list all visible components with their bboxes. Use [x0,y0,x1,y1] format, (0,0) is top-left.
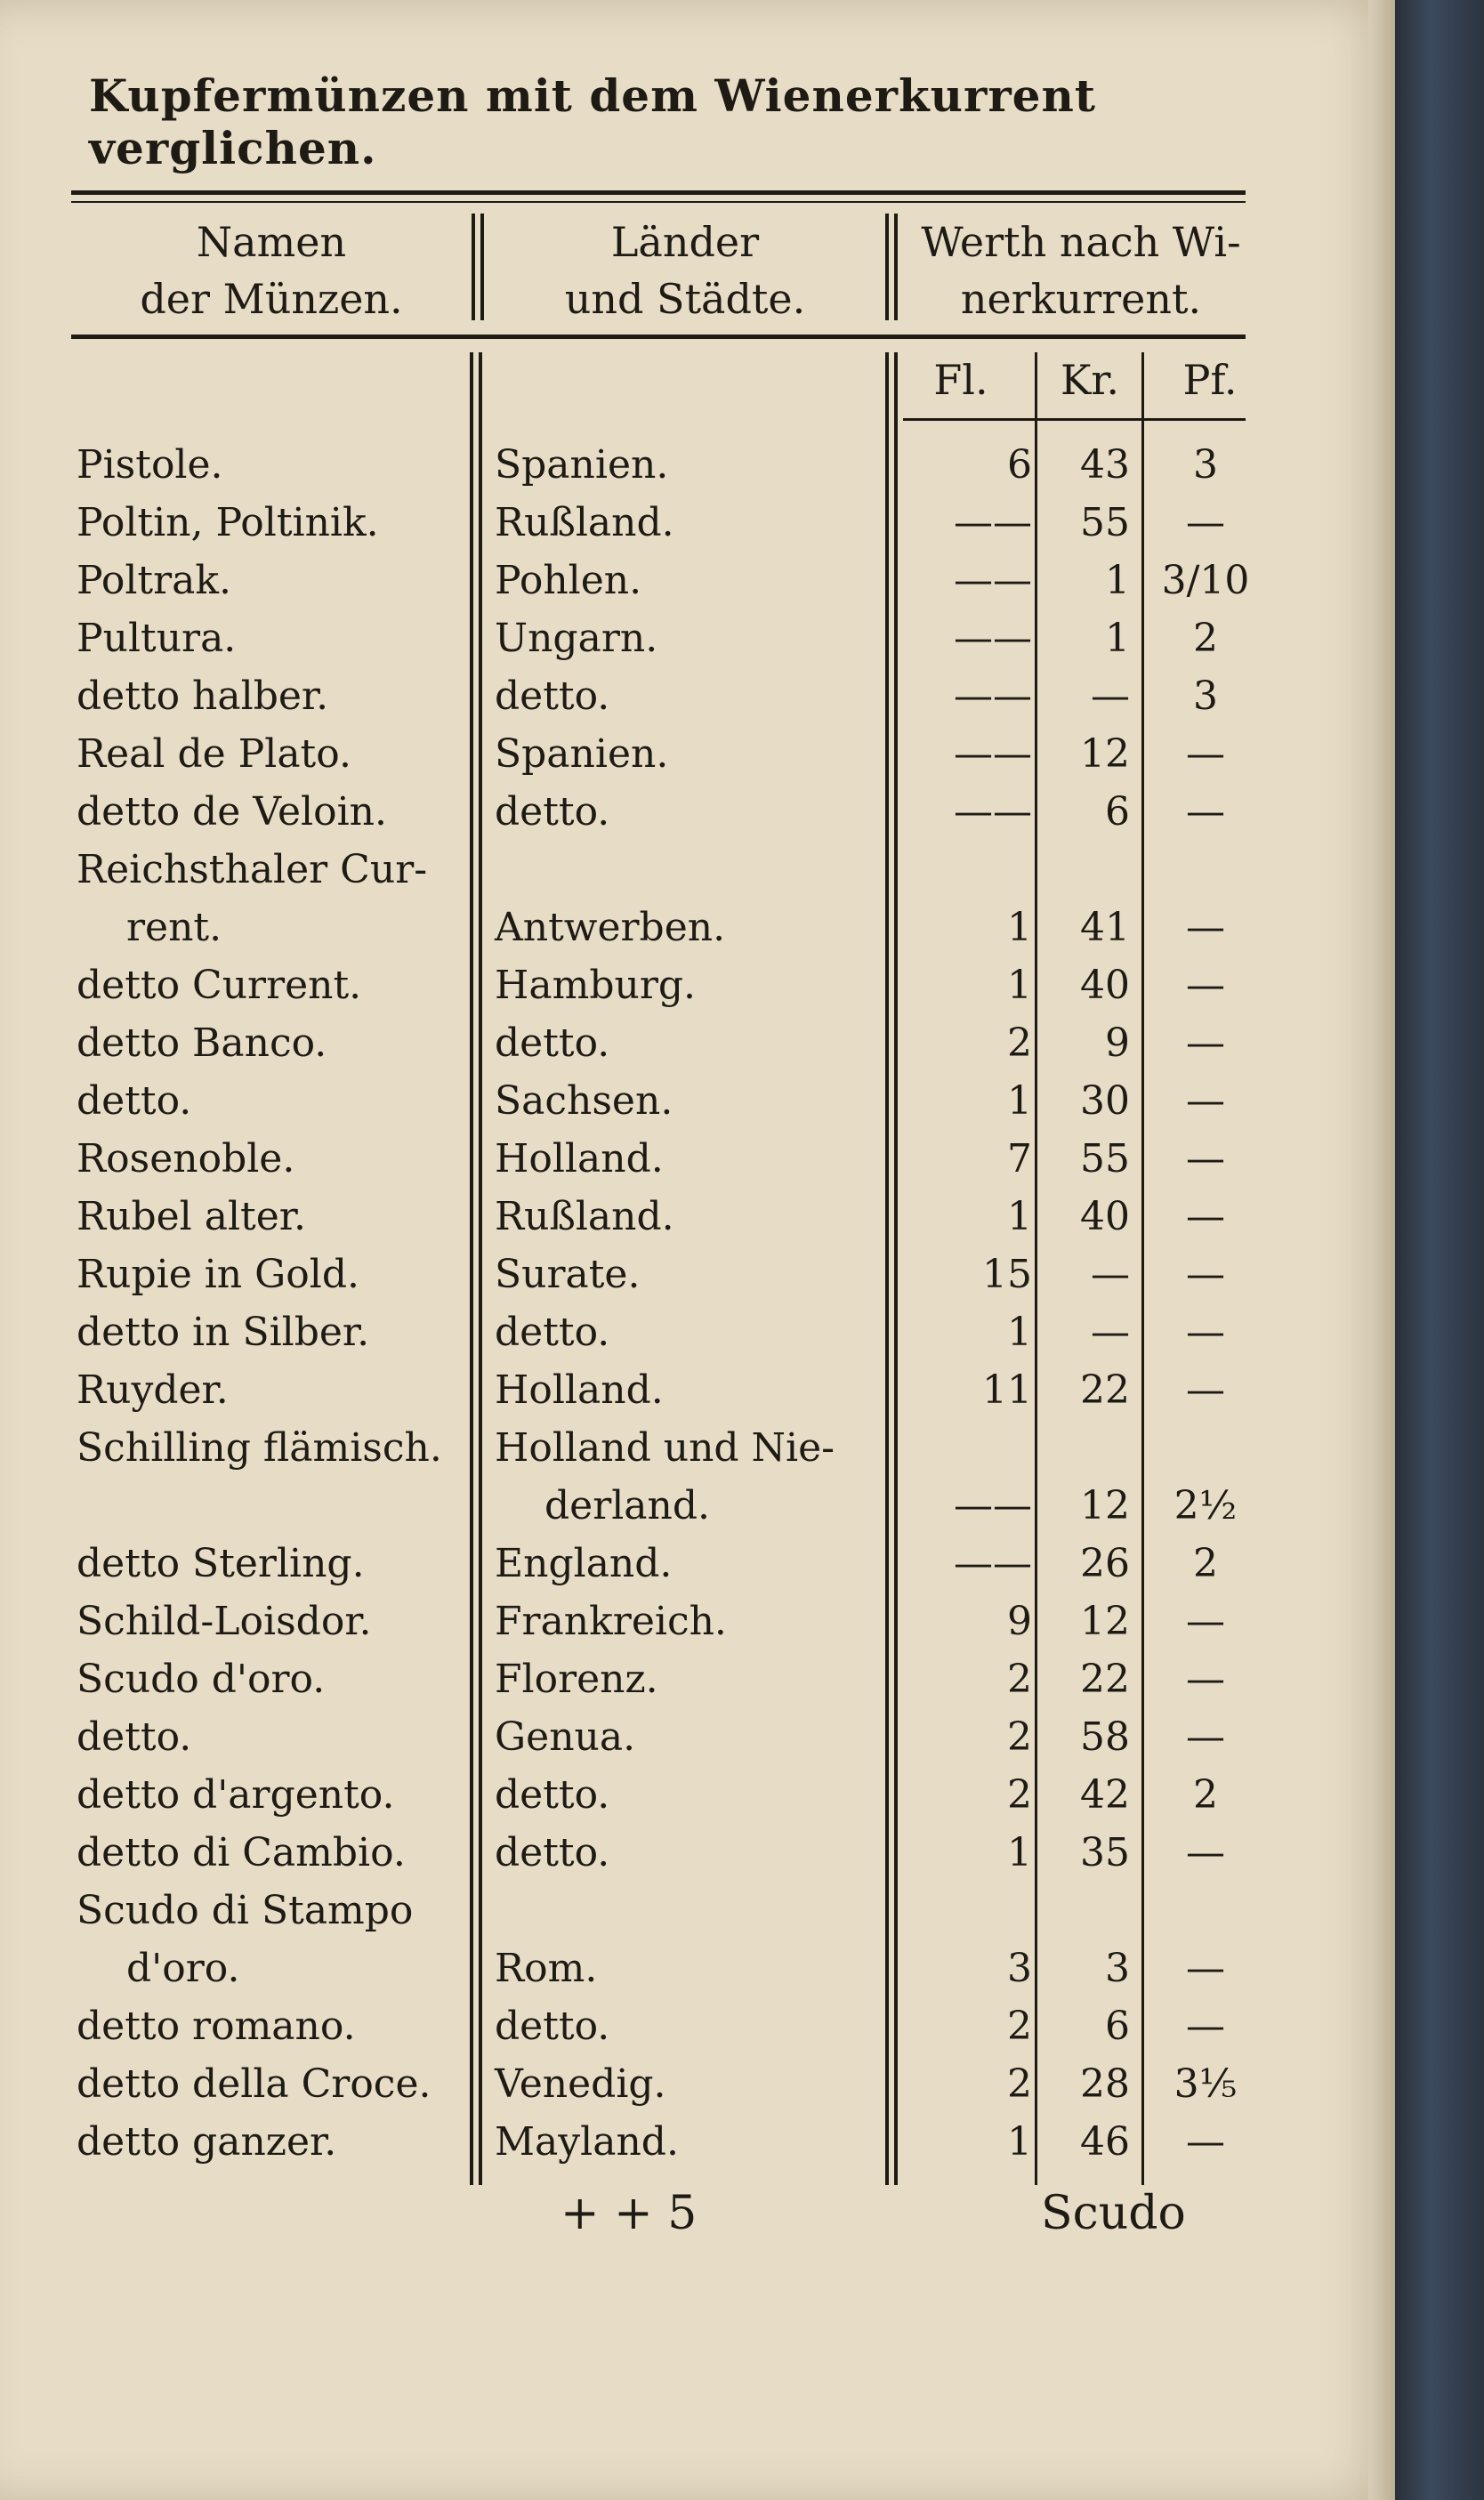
value-pf: — [1186,905,1225,950]
table-row [0,1419,1395,1478]
table-row [0,1014,1395,1073]
value-pf: — [1186,731,1225,777]
coin-name: detto d'argento. [77,1772,395,1818]
coin-name: detto romano. [77,2004,356,2049]
subheader-rule [903,418,1246,421]
value-kr: 40 [1080,1194,1130,1239]
table-row [0,1535,1395,1593]
value-fl: 15 [982,1252,1032,1297]
coin-place: detto. [495,789,610,835]
coin-name: detto Banco. [77,1020,327,1066]
value-fl: 2 [1007,2004,1032,2049]
page-title: Kupfermünzen mit dem Wienerkurrent verglichen. [89,69,1096,174]
value-pf: — [1186,963,1225,1008]
value-kr: 30 [1080,1078,1130,1124]
header-lands [489,214,881,327]
header-lands-line1: Länder [610,218,760,266]
value-pf: — [1186,2119,1225,2165]
coin-place: Spanien. [495,442,669,488]
table-row [0,783,1395,842]
header-value [899,214,1263,327]
coin-place: Venedig. [495,2061,666,2107]
value-kr: — [1091,1310,1130,1355]
value-kr: 55 [1080,1136,1130,1181]
coin-place: Spanien. [495,731,669,777]
value-fl: —— [954,789,1032,835]
coin-place: detto. [495,673,610,719]
coin-name: detto. [77,1078,192,1124]
value-pf: — [1186,1020,1225,1066]
coin-place: Holland. [495,1367,664,1413]
coin-place: Mayland. [495,2119,679,2165]
coin-name: detto in Silber. [77,1310,370,1355]
value-pf: — [1186,1714,1225,1760]
top-rule [71,190,1246,195]
value-fl: 1 [1007,2119,1032,2165]
value-fl: 2 [1007,1657,1032,1702]
value-pf: 2 [1193,1772,1218,1818]
header-divider [472,214,475,320]
coin-name: Scudo d'oro. [77,1657,326,1702]
coin-place: Genua. [495,1714,636,1760]
header-divider [480,214,484,320]
value-fl: 2 [1007,1714,1032,1760]
value-kr: 35 [1080,1830,1130,1875]
value-kr: 9 [1105,1020,1130,1066]
header-names [80,214,463,327]
coin-name: rent. [126,905,222,950]
value-pf: — [1186,1310,1225,1355]
coin-name: d'oro. [126,1946,240,1991]
coin-place: Rußland. [495,1194,674,1239]
value-kr: 40 [1080,963,1130,1008]
value-fl: 1 [1007,1194,1032,1239]
value-pf: 2½ [1173,1483,1238,1528]
table-row [0,1477,1395,1536]
table-row [0,1650,1395,1709]
value-kr: 41 [1080,905,1130,950]
table-row [0,552,1395,610]
value-kr: 6 [1105,789,1130,835]
value-fl: —— [954,558,1032,603]
coin-name: Pistole. [77,442,223,488]
value-fl: 11 [982,1367,1032,1413]
coin-name: Reichsthaler Cur- [77,847,428,892]
coin-place: Rom. [495,1946,598,1991]
coin-place: England. [495,1541,673,1586]
table-row [0,609,1395,668]
coin-name: Rubel alter. [77,1194,306,1239]
value-fl: —— [954,673,1032,719]
value-kr: 43 [1080,442,1130,488]
value-kr: 26 [1080,1541,1130,1586]
table-row [0,1708,1395,1767]
header-lands-line2: und Städte. [564,275,806,323]
coin-place: detto. [495,1020,610,1066]
value-pf: 3/10 [1161,558,1250,603]
value-kr: 58 [1080,1714,1130,1760]
header-divider [894,214,898,320]
coin-name: Schilling flämisch. [77,1425,442,1471]
value-fl: 7 [1007,1136,1032,1181]
coin-place: Holland und Nie- [495,1425,835,1471]
coin-place: Sachsen. [495,1078,673,1124]
value-pf: — [1186,500,1225,545]
value-pf: — [1186,1830,1225,1875]
value-fl: 1 [1007,905,1032,950]
value-fl: 1 [1007,1078,1032,1124]
coin-place: Antwerben. [495,905,726,950]
value-pf: — [1186,1599,1225,1644]
value-fl: 6 [1007,442,1032,488]
value-pf: 3 [1193,673,1218,719]
value-fl: 1 [1007,1830,1032,1875]
value-pf: 3⅕ [1173,2061,1238,2107]
coin-name: Schild-Loisdor. [77,1599,372,1644]
value-kr: 3 [1105,1946,1130,1991]
coin-name: detto della Croce. [77,2061,431,2107]
table-row [0,1072,1395,1131]
coin-name: detto. [77,1714,192,1760]
coin-name: Rupie in Gold. [77,1252,359,1297]
value-fl: 2 [1007,2061,1032,2107]
value-kr: 12 [1080,731,1130,777]
table-row [0,1940,1395,1998]
coin-place: Hamburg. [495,963,697,1008]
value-fl: 1 [1007,963,1032,1008]
value-kr: 6 [1105,2004,1130,2049]
value-pf: — [1186,1136,1225,1181]
header-value-line2: nerkurrent. [960,275,1202,323]
value-fl: 9 [1007,1599,1032,1644]
value-kr: — [1091,1252,1130,1297]
value-pf: 2 [1193,1541,1218,1586]
table-row [0,1188,1395,1246]
value-pf: — [1186,1367,1225,1413]
header-value-line1: Werth nach Wi- [921,218,1241,266]
value-fl: 3 [1007,1946,1032,1991]
value-pf: — [1186,1194,1225,1239]
coin-place: detto. [495,1772,610,1818]
value-kr: 46 [1080,2119,1130,2165]
coin-name: detto de Veloin. [77,789,387,835]
coin-name: Poltin, Poltinik. [77,500,379,545]
value-kr: 22 [1080,1367,1130,1413]
catchword: Scudo [1041,2187,1186,2240]
table-row [0,1303,1395,1362]
table-row [0,1593,1395,1651]
value-kr: 42 [1080,1772,1130,1818]
value-pf: — [1186,789,1225,835]
table-row [0,841,1395,899]
header-divider [885,214,889,320]
coin-place: detto. [495,1310,610,1355]
coin-name: detto Sterling. [77,1541,365,1586]
coin-name: Pultura. [77,616,237,661]
value-fl: —— [954,1483,1032,1528]
signature-mark: + + 5 [561,2187,698,2240]
value-pf: — [1186,1252,1225,1297]
table-row [0,2113,1395,2172]
header-names-line2: der Münzen. [140,275,403,323]
value-kr: 28 [1080,2061,1130,2107]
table-row [0,436,1395,495]
value-pf: — [1186,1946,1225,1991]
coin-name: Ruyder. [77,1367,229,1413]
header-rule [71,335,1246,339]
value-fl: 2 [1007,1772,1032,1818]
table-row [0,2055,1395,2114]
coin-name: Rosenoble. [77,1136,295,1181]
value-fl: —— [954,500,1032,545]
value-fl: —— [954,616,1032,661]
coin-name: detto Current. [77,963,362,1008]
coin-name: Poltrak. [77,558,231,603]
table-row [0,956,1395,1015]
coin-place: detto. [495,2004,610,2049]
value-kr: 55 [1080,500,1130,545]
coin-name: Scudo di Stampo [77,1888,414,1933]
value-pf: 3 [1193,442,1218,488]
value-pf: — [1186,1657,1225,1702]
value-fl: —— [954,731,1032,777]
book-binding [1395,0,1484,2500]
coin-place: derland. [544,1483,711,1528]
coin-name: detto ganzer. [77,2119,337,2165]
value-pf: 2 [1193,616,1218,661]
value-kr: 12 [1080,1483,1130,1528]
value-fl: —— [954,1541,1032,1586]
coin-place: detto. [495,1830,610,1875]
table-row [0,1766,1395,1825]
subheader-fl: Fl. [933,356,988,404]
value-kr: — [1091,673,1130,719]
value-kr: 1 [1105,616,1130,661]
coin-place: Rußland. [495,500,674,545]
value-kr: 22 [1080,1657,1130,1702]
coin-place: Ungarn. [495,616,658,661]
subheader-kr: Kr. [1061,356,1119,404]
coin-place: Florenz. [495,1657,658,1702]
table-row [0,725,1395,784]
table-row [0,494,1395,552]
value-fl: 2 [1007,1020,1032,1066]
table-row [0,1246,1395,1304]
table-row [0,1882,1395,1940]
table-row [0,1997,1395,2056]
table-row [0,1824,1395,1883]
coin-place: Frankreich. [495,1599,727,1644]
top-rule-thin [71,201,1246,203]
coin-place: Holland. [495,1136,664,1181]
header-names-line1: Namen [196,218,347,266]
table-row [0,1361,1395,1420]
value-pf: — [1186,1078,1225,1124]
table-row [0,1130,1395,1189]
table-row [0,667,1395,726]
coin-name: detto halber. [77,673,329,719]
coin-place: Pohlen. [495,558,642,603]
table-row [0,899,1395,957]
value-kr: 1 [1105,558,1130,603]
value-kr: 12 [1080,1599,1130,1644]
coin-name: detto di Cambio. [77,1830,406,1875]
value-fl: 1 [1007,1310,1032,1355]
subheader-pf: Pf. [1182,356,1238,404]
coin-name: Real de Plato. [77,731,351,777]
value-pf: — [1186,2004,1225,2049]
coin-place: Surate. [495,1252,641,1297]
